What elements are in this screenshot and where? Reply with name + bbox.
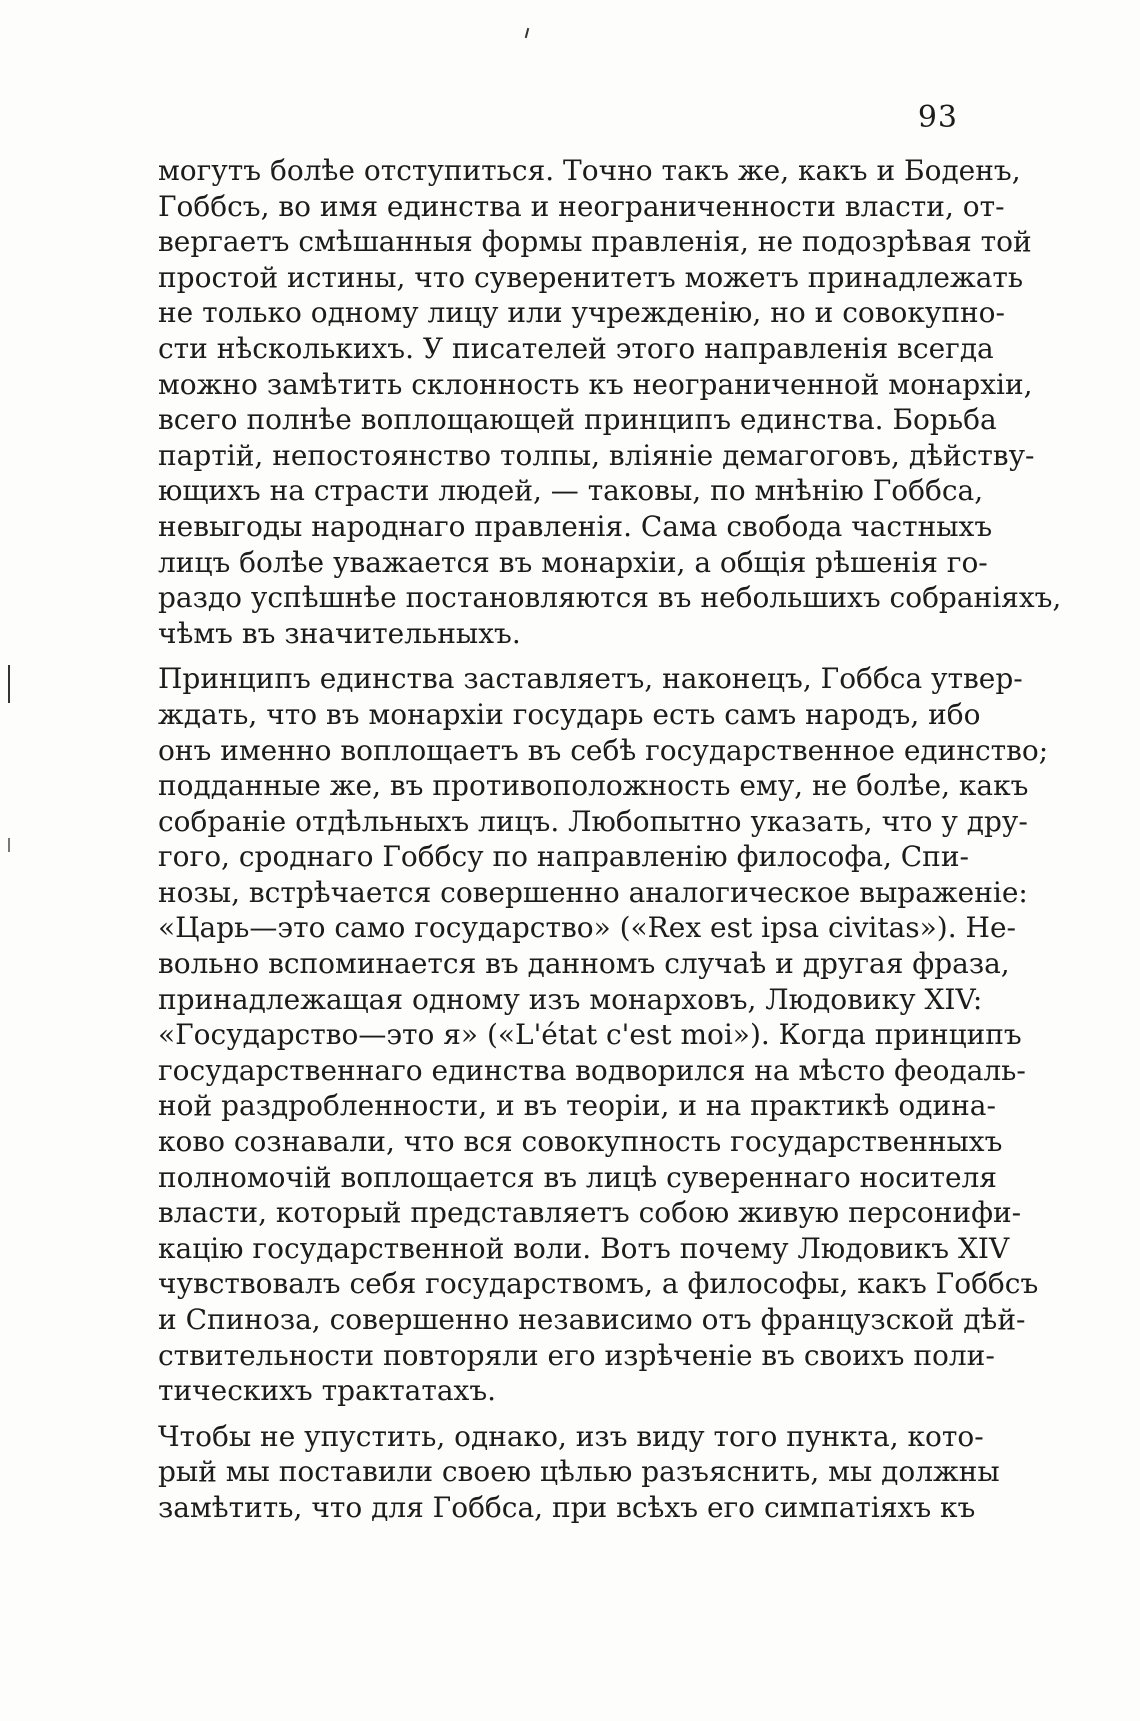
scan-mark <box>8 838 10 852</box>
text-line: Принципъ единства заставляетъ, наконецъ, Гоббса утвер- <box>158 662 1023 696</box>
text-line: не только одному лицу или учрежденію, но и совокупно- <box>158 296 1005 330</box>
text-line: тическихъ трактатахъ. <box>158 1374 497 1408</box>
text-line: государственнаго единства водворился на мѣсто феодаль- <box>158 1053 1026 1087</box>
text-line: простой истины, что суверенитетъ можетъ принадлежать <box>158 260 1024 294</box>
paragraph-3 <box>158 1419 1000 1526</box>
paragraph-gap <box>158 1409 958 1419</box>
text-line: подданные же, въ противоположность ему, не болѣе, какъ <box>158 769 1029 803</box>
text-line: всего полнѣе воплощающей принципъ единства. Борьба <box>158 403 997 437</box>
text-line: нозы, встрѣчается совершенно аналогическое выраженіе: <box>158 875 1028 909</box>
text-line: принадлежащая одному изъ монарховъ, Людовику XIV: <box>158 982 983 1016</box>
text-line: вольно вспоминается въ данномъ случаѣ и другая фраза, <box>158 947 1010 981</box>
text-line: ждать, что въ монархіи государь есть самъ народъ, ибо <box>158 697 981 731</box>
paragraph-gap <box>158 651 958 661</box>
text-line: лицъ болѣе уважается въ монархіи, а общія рѣшенія го- <box>158 545 988 579</box>
text-line: и Спиноза, совершенно независимо отъ французской дѣй- <box>158 1303 1026 1336</box>
text-line: могутъ болѣе отступиться. Точно такъ же, какъ и Боденъ, <box>158 154 1021 187</box>
text-line: онъ именно воплощаетъ въ себѣ государственное единство; <box>158 733 1049 767</box>
text-line: рый мы поставили своею цѣлью разъяснить, мы должны <box>158 1455 1000 1489</box>
text-line: ной раздробленности, и въ теоріи, и на практикѣ одина- <box>158 1089 996 1123</box>
text-line: «Государство—это я» («L'état c'est moi»). Когда принципъ <box>158 1018 1022 1052</box>
text-line: гого, сроднаго Гоббсу по направленію философа, Спи- <box>158 840 969 874</box>
paragraph-2 <box>158 661 1049 1408</box>
text-line: «Царь—это само государство» («Rex est ipsa civitas»). Не- <box>158 911 1016 945</box>
text-line: можно замѣтить склонность къ неограниченной монархіи, <box>158 367 1033 401</box>
text-line: чѣмъ въ значительныхъ. <box>158 616 521 650</box>
page-number: 93 <box>917 100 958 135</box>
scan-mark <box>525 28 530 38</box>
text-line: чувствовалъ себя государствомъ, а философы, какъ Гоббсъ <box>158 1267 1039 1301</box>
text-line: ющихъ на страсти людей, — таковы, по мнѣнію Гоббса, <box>158 474 984 508</box>
text-line: невыгоды народнаго правленія. Сама свобода частныхъ <box>158 509 993 543</box>
text-line: ково сознавали, что вся совокупность государственныхъ <box>158 1125 1003 1159</box>
text-line: замѣтить, что для Гоббса, при всѣхъ его симпатіяхъ къ <box>158 1490 976 1524</box>
page-text <box>158 153 1062 1526</box>
text-line: ствительности повторяли его изрѣченіе въ своихъ поли- <box>158 1338 995 1372</box>
text-line: раздо успѣшнѣе постановляются въ небольшихъ собраніяхъ, <box>158 581 1062 615</box>
text-line: Гоббсъ, во имя единства и неограниченности власти, от- <box>158 189 1005 223</box>
text-line: вергаетъ смѣшанныя формы правленія, не подозрѣвая той <box>158 225 1032 259</box>
paragraph-1 <box>158 153 1062 651</box>
text-line: сти нѣсколькихъ. У писателей этого направленія всегда <box>158 331 994 365</box>
text-line: власти, который представляетъ собою живую персонифи- <box>158 1196 1022 1230</box>
scan-mark <box>8 665 10 703</box>
text-line: партій, непостоянство толпы, вліяніе демагоговъ, дѣйству- <box>158 438 1035 472</box>
text-line: Чтобы не упустить, однако, изъ виду того пункта, кото- <box>158 1419 984 1453</box>
text-line: собраніе отдѣльныхъ лицъ. Любопытно указать, что у дру- <box>158 804 1028 838</box>
text-line: кацію государственной воли. Вотъ почему Людовикъ XIV <box>158 1231 1010 1265</box>
text-line: полномочій воплощается въ лицѣ сувереннаго носителя <box>158 1160 997 1194</box>
